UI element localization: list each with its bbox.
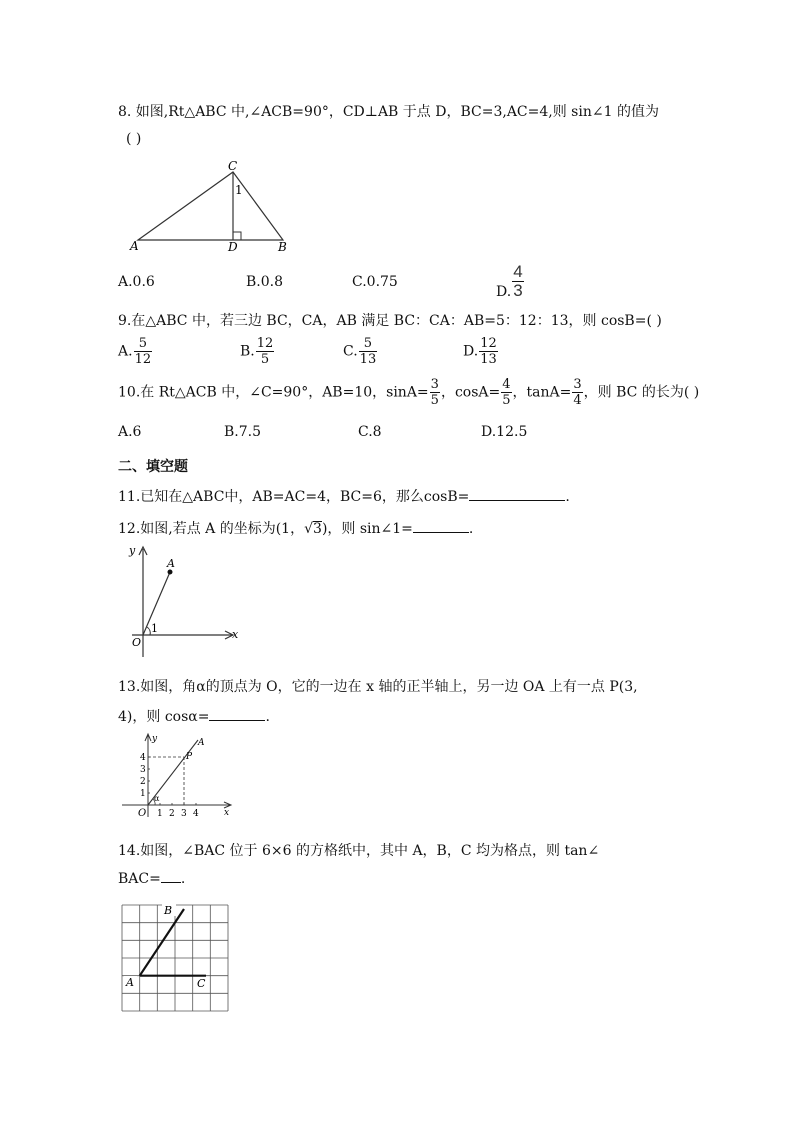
q13-line-2 (118, 706, 270, 726)
q9-option-d (463, 336, 499, 367)
q10-option-c: C.8 (358, 424, 382, 440)
q9-stem: 9.在△ABC 中，若三边 BC，CA，AB 满足 BC：CA：AB=5：12：13，则 cosB=( ) (118, 313, 662, 329)
q12-answer-blank[interactable] (413, 520, 469, 533)
q8-option-d (496, 263, 525, 300)
label-c: C (228, 159, 238, 173)
q10-option-b: B.7.5 (224, 424, 262, 440)
q11-text: 11.已知在△ABC中，AB=AC=4，BC=6，那么cosB= (118, 489, 470, 505)
q14-text: BAC= (118, 871, 161, 887)
q8-answer-paren: ( ) (126, 131, 142, 147)
q8-option-b: B.0.8 (246, 274, 284, 290)
y-tick-1: 1 (140, 789, 146, 799)
q8-triangle-figure (128, 158, 293, 253)
label-b: B (164, 904, 173, 917)
q11-answer-blank[interactable] (469, 488, 565, 501)
x-tick-4: 4 (193, 809, 199, 819)
fraction-denominator: 4 (573, 393, 582, 408)
fraction-numerator: 4 (513, 262, 523, 281)
q10-text-3: ，tanA= (512, 384, 572, 401)
q13-end: . (265, 709, 270, 725)
sqrt-symbol: √ (304, 521, 314, 537)
label-x: x (224, 808, 230, 818)
label-o: O (132, 636, 142, 649)
q14-line-1: 14.如图，∠BAC 位于 6×6 的方格纸中，其中 A，B，C 均为格点，则 tan∠ (118, 843, 600, 859)
q10-text-1: 10.在 Rt△ACB 中，∠C=90°，AB=10，sinA= (118, 384, 429, 401)
fraction-numerator: 12 (480, 336, 497, 351)
fraction (512, 263, 523, 300)
q13-text: 4)，则 cosα= (118, 709, 210, 725)
angle-1-arc (147, 627, 150, 635)
q12-stem (118, 518, 473, 538)
label-y: y (129, 544, 136, 557)
fraction-numerator: 3 (573, 377, 582, 392)
q13-answer-blank[interactable] (209, 708, 265, 721)
fraction-numerator: 4 (502, 377, 511, 392)
right-angle-mark (233, 232, 241, 240)
fraction-numerator: 3 (430, 377, 439, 392)
fraction-denominator: 3 (513, 281, 523, 300)
q13-line-1: 13.如图，角α的顶点为 O，它的一边在 x 轴的正半轴上，另一边 OA 上有一点 P(3, (118, 679, 638, 695)
segment-ab (140, 909, 184, 976)
q10-text-4: ，则 BC 的长为( ) (583, 384, 700, 401)
fraction-numerator: 5 (134, 336, 153, 352)
q8-option-a: A.0.6 (118, 274, 155, 290)
q8-stem: 8. 如图,Rt△ABC 中,∠ACB=90°，CD⊥AB 于点 D，BC=3,AC=4,则 sin∠1 的值为 (118, 104, 659, 120)
q13-coordinate-figure (118, 731, 236, 821)
q14-grid-figure (118, 901, 232, 1015)
fraction (359, 336, 378, 367)
fraction (256, 336, 275, 367)
tan-fraction (572, 377, 582, 408)
label-c: C (197, 977, 206, 990)
label-x: x (232, 628, 239, 641)
option-prefix: C. (343, 343, 358, 360)
triangle-abc (138, 172, 283, 240)
q12-text-1: 12.如图,若点 A 的坐标为(1， (118, 521, 305, 537)
option-prefix: A. (118, 343, 133, 360)
sin-fraction (430, 377, 440, 408)
label-p: P (186, 752, 193, 762)
q12-text-2: )，则 sin∠1= (321, 521, 413, 537)
y-tick-4: 4 (140, 753, 146, 763)
fraction-denominator: 5 (502, 393, 511, 408)
q9-option-b (240, 336, 275, 367)
q14-answer-blank[interactable] (161, 870, 181, 883)
q14-end: . (180, 871, 186, 887)
q10-option-a: A.6 (118, 424, 142, 440)
label-y: y (152, 734, 158, 744)
y-tick-3: 3 (140, 765, 146, 775)
fraction-denominator: 12 (134, 352, 152, 367)
x-tick-3: 3 (181, 809, 187, 819)
option-prefix: D. (463, 343, 479, 360)
option-prefix: B. (240, 343, 255, 360)
label-b: B (278, 240, 287, 253)
q11-end: . (565, 489, 570, 505)
y-tick-2: 2 (140, 777, 146, 787)
label-o: O (138, 808, 147, 819)
label-angle-1: 1 (151, 622, 158, 635)
fraction (134, 336, 153, 367)
label-angle-1: 1 (235, 183, 243, 197)
x-tick-1: 1 (157, 809, 163, 819)
fraction-denominator: 13 (480, 352, 497, 367)
fraction-denominator: 5 (430, 393, 439, 408)
q10-stem (118, 377, 699, 408)
label-a: A (198, 738, 205, 748)
q8-option-c: C.0.75 (352, 274, 398, 290)
option-prefix: D. (496, 283, 512, 300)
q14-line-2 (118, 870, 185, 887)
q12-end: . (468, 521, 474, 537)
label-alpha: α (154, 794, 160, 803)
fraction-numerator: 5 (359, 336, 378, 352)
section-title: 二、填空题 (118, 459, 188, 475)
point-a (168, 570, 173, 575)
fraction-denominator: 5 (260, 352, 270, 367)
q12-coordinate-figure (118, 543, 248, 661)
sqrt-radicand: 3 (313, 521, 322, 537)
q9-option-c (343, 336, 378, 367)
label-a: A (126, 976, 134, 989)
q10-option-d: D.12.5 (481, 424, 528, 440)
q9-option-a (118, 336, 153, 367)
cos-fraction (501, 377, 511, 408)
q11-stem (118, 486, 570, 506)
fraction-numerator: 12 (256, 336, 274, 351)
label-a: A (130, 239, 139, 253)
fraction (479, 336, 498, 367)
x-tick-2: 2 (169, 809, 175, 819)
label-d: D (228, 240, 238, 253)
q10-text-2: ，cosA= (440, 384, 501, 401)
label-a: A (167, 557, 175, 570)
fraction-denominator: 13 (359, 352, 377, 367)
